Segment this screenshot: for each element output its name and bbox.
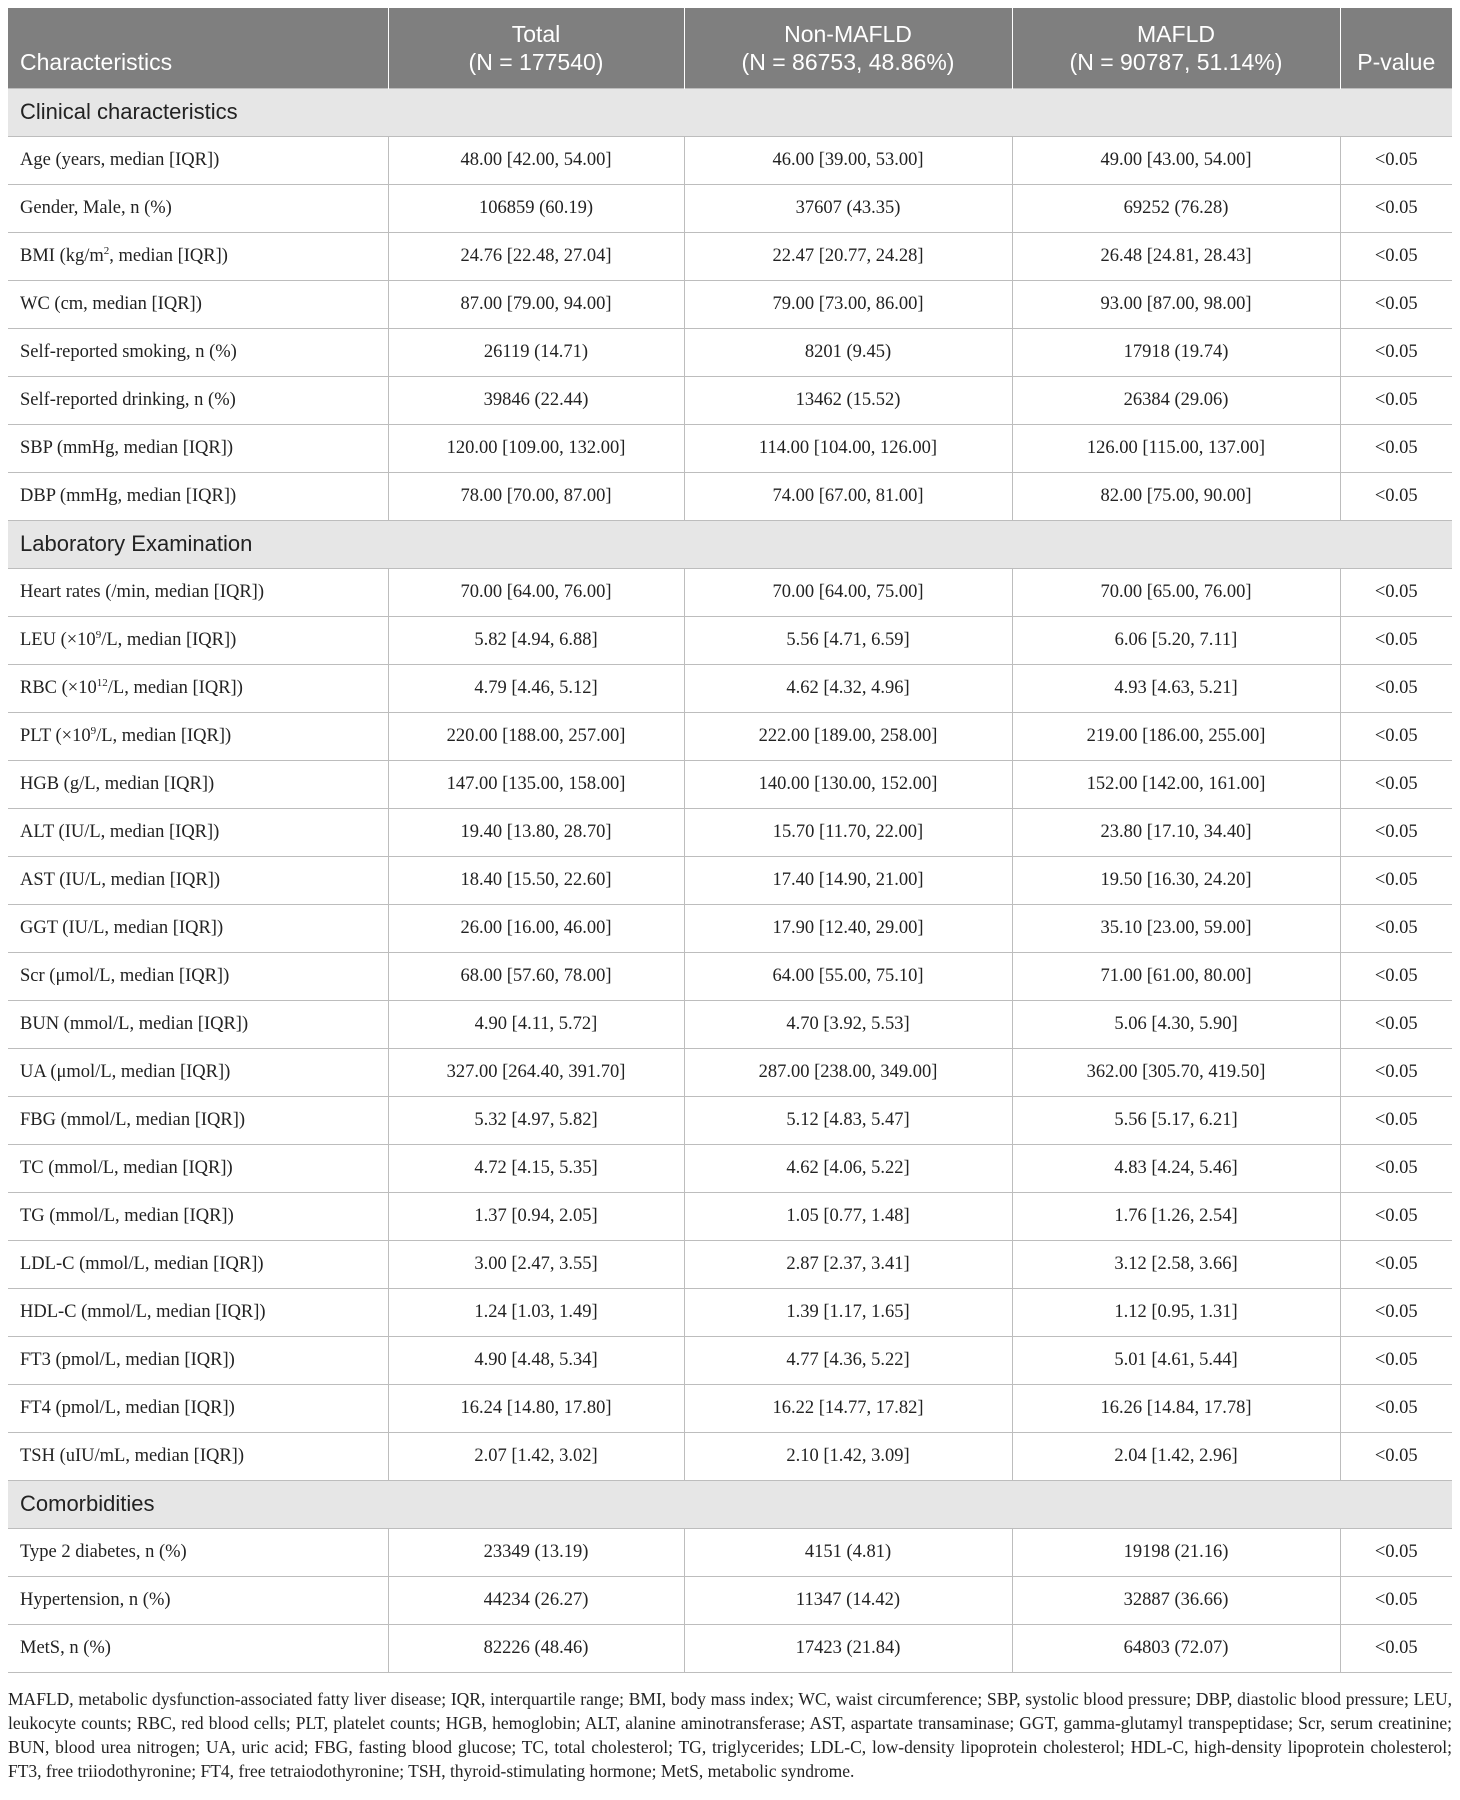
cell-total: 220.00 [188.00, 257.00]	[388, 712, 684, 760]
row-label: BUN (mmol/L, median [IQR])	[8, 1000, 388, 1048]
cell-mafld: 219.00 [186.00, 255.00]	[1012, 712, 1340, 760]
cell-total: 23349 (13.19)	[388, 1528, 684, 1576]
cell-pvalue: <0.05	[1340, 808, 1452, 856]
cell-mafld: 5.06 [4.30, 5.90]	[1012, 1000, 1340, 1048]
row-label: WC (cm, median [IQR])	[8, 280, 388, 328]
cell-pvalue: <0.05	[1340, 1000, 1452, 1048]
cell-pvalue: <0.05	[1340, 664, 1452, 712]
cell-non-mafld: 4151 (4.81)	[684, 1528, 1012, 1576]
cell-total: 26119 (14.71)	[388, 328, 684, 376]
row-label: TC (mmol/L, median [IQR])	[8, 1144, 388, 1192]
cell-total: 68.00 [57.60, 78.00]	[388, 952, 684, 1000]
cell-pvalue: <0.05	[1340, 232, 1452, 280]
row-label-text: BMI (kg/m	[20, 245, 104, 266]
row-label: HGB (g/L, median [IQR])	[8, 760, 388, 808]
row-label	[8, 232, 388, 280]
cell-pvalue: <0.05	[1340, 1288, 1452, 1336]
cell-non-mafld: 4.62 [4.06, 5.22]	[684, 1144, 1012, 1192]
cell-pvalue: <0.05	[1340, 424, 1452, 472]
cell-mafld: 126.00 [115.00, 137.00]	[1012, 424, 1340, 472]
cell-pvalue: <0.05	[1340, 1624, 1452, 1672]
row-label-superscript: 12	[96, 676, 108, 689]
cell-mafld: 3.12 [2.58, 3.66]	[1012, 1240, 1340, 1288]
row-label: ALT (IU/L, median [IQR])	[8, 808, 388, 856]
table-row	[8, 1096, 1452, 1144]
cell-total: 70.00 [64.00, 76.00]	[388, 568, 684, 616]
cell-total: 1.37 [0.94, 2.05]	[388, 1192, 684, 1240]
cell-total: 16.24 [14.80, 17.80]	[388, 1384, 684, 1432]
row-label: UA (μmol/L, median [IQR])	[8, 1048, 388, 1096]
cell-non-mafld: 15.70 [11.70, 22.00]	[684, 808, 1012, 856]
row-label: DBP (mmHg, median [IQR])	[8, 472, 388, 520]
cell-non-mafld: 140.00 [130.00, 152.00]	[684, 760, 1012, 808]
cell-non-mafld: 1.05 [0.77, 1.48]	[684, 1192, 1012, 1240]
table-row	[8, 472, 1452, 520]
cell-pvalue: <0.05	[1340, 280, 1452, 328]
cell-total: 106859 (60.19)	[388, 184, 684, 232]
cell-non-mafld: 114.00 [104.00, 126.00]	[684, 424, 1012, 472]
table-row	[8, 1336, 1452, 1384]
header-non-mafld	[684, 8, 1012, 88]
cell-mafld: 26384 (29.06)	[1012, 376, 1340, 424]
table-row	[8, 952, 1452, 1000]
cell-pvalue: <0.05	[1340, 616, 1452, 664]
table-row	[8, 760, 1452, 808]
header-mafld-title: MAFLD	[1137, 20, 1215, 47]
row-label: GGT (IU/L, median [IQR])	[8, 904, 388, 952]
cell-non-mafld: 13462 (15.52)	[684, 376, 1012, 424]
cell-mafld: 23.80 [17.10, 34.40]	[1012, 808, 1340, 856]
row-label	[8, 616, 388, 664]
row-label: Self-reported smoking, n (%)	[8, 328, 388, 376]
cell-non-mafld: 287.00 [238.00, 349.00]	[684, 1048, 1012, 1096]
cell-total: 82226 (48.46)	[388, 1624, 684, 1672]
cell-pvalue: <0.05	[1340, 376, 1452, 424]
table-row	[8, 1144, 1452, 1192]
cell-total: 19.40 [13.80, 28.70]	[388, 808, 684, 856]
table-row	[8, 664, 1452, 712]
table-row	[8, 1192, 1452, 1240]
row-label	[8, 664, 388, 712]
cell-total: 18.40 [15.50, 22.60]	[388, 856, 684, 904]
cell-non-mafld: 16.22 [14.77, 17.82]	[684, 1384, 1012, 1432]
table-body	[8, 88, 1452, 1672]
cell-total: 4.72 [4.15, 5.35]	[388, 1144, 684, 1192]
table-row	[8, 376, 1452, 424]
table-row	[8, 1048, 1452, 1096]
cell-non-mafld: 8201 (9.45)	[684, 328, 1012, 376]
cell-mafld: 152.00 [142.00, 161.00]	[1012, 760, 1340, 808]
cell-pvalue: <0.05	[1340, 1528, 1452, 1576]
cell-mafld: 35.10 [23.00, 59.00]	[1012, 904, 1340, 952]
cell-mafld: 2.04 [1.42, 2.96]	[1012, 1432, 1340, 1480]
row-label: FT3 (pmol/L, median [IQR])	[8, 1336, 388, 1384]
cell-total: 44234 (26.27)	[388, 1576, 684, 1624]
cell-total: 327.00 [264.40, 391.70]	[388, 1048, 684, 1096]
cell-mafld: 49.00 [43.00, 54.00]	[1012, 136, 1340, 184]
cell-mafld: 1.76 [1.26, 2.54]	[1012, 1192, 1340, 1240]
row-label-superscript: 9	[95, 628, 102, 641]
cell-pvalue: <0.05	[1340, 1576, 1452, 1624]
table-row	[8, 1288, 1452, 1336]
section-header-row	[8, 520, 1452, 568]
cell-non-mafld: 2.87 [2.37, 3.41]	[684, 1240, 1012, 1288]
row-label: AST (IU/L, median [IQR])	[8, 856, 388, 904]
cell-mafld: 93.00 [87.00, 98.00]	[1012, 280, 1340, 328]
cell-pvalue: <0.05	[1340, 904, 1452, 952]
row-label: Gender, Male, n (%)	[8, 184, 388, 232]
cell-total: 39846 (22.44)	[388, 376, 684, 424]
table-row	[8, 1576, 1452, 1624]
cell-non-mafld: 4.70 [3.92, 5.53]	[684, 1000, 1012, 1048]
cell-non-mafld: 64.00 [55.00, 75.10]	[684, 952, 1012, 1000]
cell-mafld: 5.56 [5.17, 6.21]	[1012, 1096, 1340, 1144]
cell-mafld: 69252 (76.28)	[1012, 184, 1340, 232]
cell-total: 2.07 [1.42, 3.02]	[388, 1432, 684, 1480]
header-characteristics: Characteristics	[8, 8, 388, 88]
table-row	[8, 1384, 1452, 1432]
cell-mafld: 362.00 [305.70, 419.50]	[1012, 1048, 1340, 1096]
row-label: TG (mmol/L, median [IQR])	[8, 1192, 388, 1240]
cell-total: 4.90 [4.48, 5.34]	[388, 1336, 684, 1384]
table-row	[8, 568, 1452, 616]
table-header-row	[8, 8, 1452, 88]
characteristics-table	[8, 8, 1452, 1673]
cell-non-mafld: 17.90 [12.40, 29.00]	[684, 904, 1012, 952]
cell-mafld: 17918 (19.74)	[1012, 328, 1340, 376]
cell-pvalue: <0.05	[1340, 1336, 1452, 1384]
cell-non-mafld: 222.00 [189.00, 258.00]	[684, 712, 1012, 760]
row-label: SBP (mmHg, median [IQR])	[8, 424, 388, 472]
cell-total: 48.00 [42.00, 54.00]	[388, 136, 684, 184]
cell-total: 26.00 [16.00, 46.00]	[388, 904, 684, 952]
cell-pvalue: <0.05	[1340, 1240, 1452, 1288]
row-label-text: /L, median [IQR])	[101, 629, 237, 650]
row-label-text: LEU (×10	[20, 629, 96, 650]
cell-pvalue: <0.05	[1340, 1192, 1452, 1240]
cell-non-mafld: 4.62 [4.32, 4.96]	[684, 664, 1012, 712]
header-total-title: Total	[511, 20, 561, 47]
table-row	[8, 808, 1452, 856]
cell-total: 120.00 [109.00, 132.00]	[388, 424, 684, 472]
cell-mafld: 82.00 [75.00, 90.00]	[1012, 472, 1340, 520]
cell-mafld: 19.50 [16.30, 24.20]	[1012, 856, 1340, 904]
header-mafld	[1012, 8, 1340, 88]
row-label-superscript: 9	[90, 724, 97, 737]
row-label: HDL-C (mmol/L, median [IQR])	[8, 1288, 388, 1336]
row-label-text: /L, median [IQR])	[107, 677, 243, 698]
cell-mafld: 70.00 [65.00, 76.00]	[1012, 568, 1340, 616]
cell-non-mafld: 17423 (21.84)	[684, 1624, 1012, 1672]
cell-pvalue: <0.05	[1340, 760, 1452, 808]
cell-non-mafld: 17.40 [14.90, 21.00]	[684, 856, 1012, 904]
row-label: Type 2 diabetes, n (%)	[8, 1528, 388, 1576]
cell-non-mafld: 5.56 [4.71, 6.59]	[684, 616, 1012, 664]
cell-non-mafld: 1.39 [1.17, 1.65]	[684, 1288, 1012, 1336]
cell-pvalue: <0.05	[1340, 712, 1452, 760]
table-row	[8, 856, 1452, 904]
cell-non-mafld: 70.00 [64.00, 75.00]	[684, 568, 1012, 616]
cell-pvalue: <0.05	[1340, 1144, 1452, 1192]
cell-pvalue: <0.05	[1340, 136, 1452, 184]
table-row	[8, 712, 1452, 760]
section-title: Clinical characteristics	[8, 88, 1452, 136]
header-mafld-n: (N = 90787, 51.14%)	[1069, 48, 1283, 75]
cell-non-mafld: 79.00 [73.00, 86.00]	[684, 280, 1012, 328]
cell-pvalue: <0.05	[1340, 1384, 1452, 1432]
table-row	[8, 1528, 1452, 1576]
row-label: TSH (uIU/mL, median [IQR])	[8, 1432, 388, 1480]
cell-mafld: 4.93 [4.63, 5.21]	[1012, 664, 1340, 712]
cell-non-mafld: 5.12 [4.83, 5.47]	[684, 1096, 1012, 1144]
header-non-mafld-n: (N = 86753, 48.86%)	[741, 48, 955, 75]
section-title: Laboratory Examination	[8, 520, 1452, 568]
cell-total: 1.24 [1.03, 1.49]	[388, 1288, 684, 1336]
table-row	[8, 184, 1452, 232]
cell-pvalue: <0.05	[1340, 856, 1452, 904]
cell-pvalue: <0.05	[1340, 184, 1452, 232]
cell-mafld: 1.12 [0.95, 1.31]	[1012, 1288, 1340, 1336]
cell-pvalue: <0.05	[1340, 1096, 1452, 1144]
table-row	[8, 1624, 1452, 1672]
table-row	[8, 1432, 1452, 1480]
cell-total: 4.79 [4.46, 5.12]	[388, 664, 684, 712]
cell-mafld: 5.01 [4.61, 5.44]	[1012, 1336, 1340, 1384]
table-row	[8, 136, 1452, 184]
table-row	[8, 616, 1452, 664]
row-label: LDL-C (mmol/L, median [IQR])	[8, 1240, 388, 1288]
table-row	[8, 280, 1452, 328]
row-label-text: PLT (×10	[20, 725, 91, 746]
table-row	[8, 424, 1452, 472]
table-row	[8, 1000, 1452, 1048]
section-header-row	[8, 1480, 1452, 1528]
row-label-text: RBC (×10	[20, 677, 97, 698]
cell-total: 147.00 [135.00, 158.00]	[388, 760, 684, 808]
header-total-n: (N = 177540)	[468, 48, 604, 75]
header-total	[388, 8, 684, 88]
row-label: FBG (mmol/L, median [IQR])	[8, 1096, 388, 1144]
cell-mafld: 64803 (72.07)	[1012, 1624, 1340, 1672]
row-label: Hypertension, n (%)	[8, 1576, 388, 1624]
cell-pvalue: <0.05	[1340, 1048, 1452, 1096]
cell-total: 24.76 [22.48, 27.04]	[388, 232, 684, 280]
row-label: Age (years, median [IQR])	[8, 136, 388, 184]
row-label: Heart rates (/min, median [IQR])	[8, 568, 388, 616]
cell-mafld: 6.06 [5.20, 7.11]	[1012, 616, 1340, 664]
section-header-row	[8, 88, 1452, 136]
cell-pvalue: <0.05	[1340, 568, 1452, 616]
row-label: Self-reported drinking, n (%)	[8, 376, 388, 424]
row-label: MetS, n (%)	[8, 1624, 388, 1672]
cell-pvalue: <0.05	[1340, 952, 1452, 1000]
cell-total: 87.00 [79.00, 94.00]	[388, 280, 684, 328]
row-label-text: , median [IQR])	[109, 245, 228, 266]
cell-total: 78.00 [70.00, 87.00]	[388, 472, 684, 520]
cell-total: 3.00 [2.47, 3.55]	[388, 1240, 684, 1288]
cell-non-mafld: 74.00 [67.00, 81.00]	[684, 472, 1012, 520]
cell-non-mafld: 11347 (14.42)	[684, 1576, 1012, 1624]
cell-mafld: 71.00 [61.00, 80.00]	[1012, 952, 1340, 1000]
header-pvalue: P-value	[1340, 8, 1452, 88]
table-container	[8, 8, 1452, 1783]
table-row	[8, 232, 1452, 280]
cell-mafld: 16.26 [14.84, 17.78]	[1012, 1384, 1340, 1432]
cell-non-mafld: 37607 (43.35)	[684, 184, 1012, 232]
table-row	[8, 904, 1452, 952]
header-non-mafld-title: Non-MAFLD	[784, 20, 912, 47]
cell-non-mafld: 2.10 [1.42, 3.09]	[684, 1432, 1012, 1480]
row-label-text: /L, median [IQR])	[96, 725, 232, 746]
cell-pvalue: <0.05	[1340, 328, 1452, 376]
table-row	[8, 1240, 1452, 1288]
row-label: Scr (μmol/L, median [IQR])	[8, 952, 388, 1000]
cell-mafld: 26.48 [24.81, 28.43]	[1012, 232, 1340, 280]
cell-total: 5.32 [4.97, 5.82]	[388, 1096, 684, 1144]
cell-non-mafld: 4.77 [4.36, 5.22]	[684, 1336, 1012, 1384]
cell-mafld: 32887 (36.66)	[1012, 1576, 1340, 1624]
cell-mafld: 4.83 [4.24, 5.46]	[1012, 1144, 1340, 1192]
cell-non-mafld: 46.00 [39.00, 53.00]	[684, 136, 1012, 184]
cell-pvalue: <0.05	[1340, 472, 1452, 520]
row-label: FT4 (pmol/L, median [IQR])	[8, 1384, 388, 1432]
row-label	[8, 712, 388, 760]
cell-total: 4.90 [4.11, 5.72]	[388, 1000, 684, 1048]
cell-pvalue: <0.05	[1340, 1432, 1452, 1480]
cell-non-mafld: 22.47 [20.77, 24.28]	[684, 232, 1012, 280]
row-label-superscript: 2	[103, 244, 110, 257]
cell-mafld: 19198 (21.16)	[1012, 1528, 1340, 1576]
table-footnote: MAFLD, metabolic dysfunction-associated fatty liver disease; IQR, interquartile range; BMI, body mass index; WC, waist circumference; SBP, systolic blood pressure; DBP, diastolic blood pressure; LEU, leukocyte counts; RBC, red blood cells; PLT, platelet counts; HGB, hemoglobin; ALT, alanine aminotransferase; AST, aspartate transaminase; GGT, gamma-glutamyl transpeptidase; Scr, serum creatinine; BUN, blood urea nitrogen; UA, uric acid; FBG, fasting blood glucose; TC, total cholesterol; TG, triglycerides; LDL-C, low-density lipoprotein cholesterol; HDL-C, high-density lipoprotein cholesterol; FT3, free triiodothyronine; FT4, free tetraiodothyronine; TSH, thyroid-stimulating hormone; MetS, metabolic syndrome.	[8, 1688, 1452, 1781]
section-title: Comorbidities	[8, 1480, 1452, 1528]
cell-total: 5.82 [4.94, 6.88]	[388, 616, 684, 664]
table-row	[8, 328, 1452, 376]
